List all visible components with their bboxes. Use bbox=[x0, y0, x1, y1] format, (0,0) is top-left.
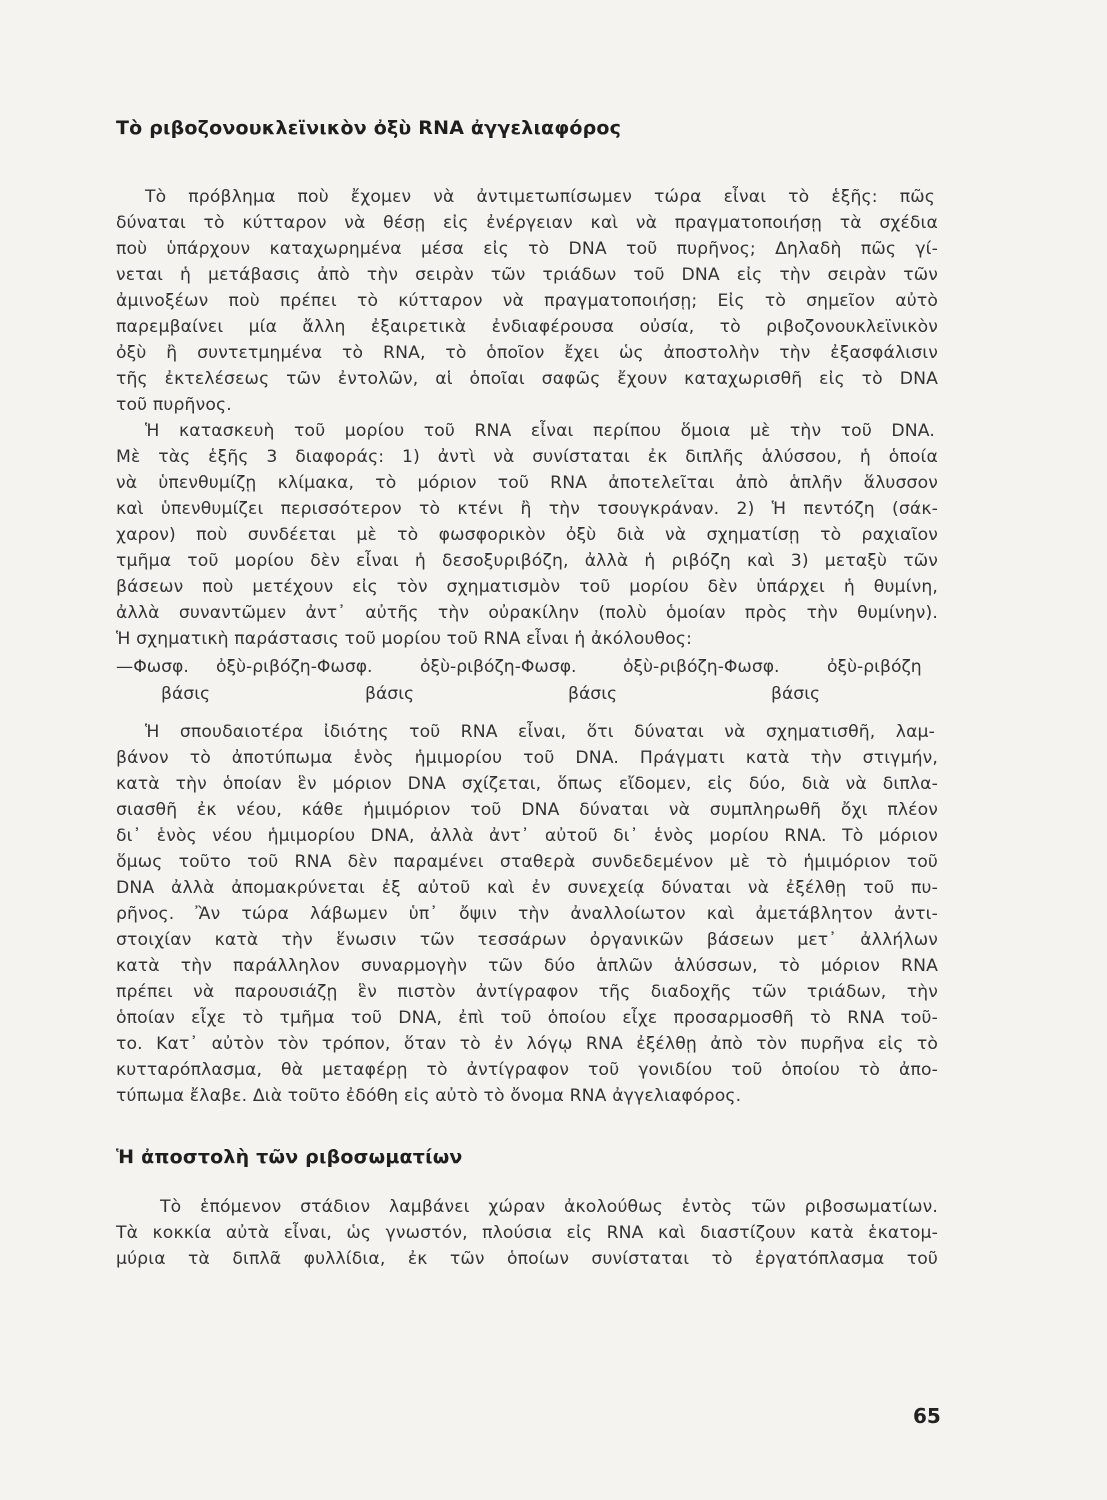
formula-base: βάσις bbox=[365, 684, 415, 704]
paragraph-line: ἀμινοξέων ποὺ πρέπει τὸ κύτταρον νὰ πραγματοποιήσῃ; Εἰς τὸ σημεῖον αὐτὸ bbox=[116, 291, 938, 311]
page-number: 65 bbox=[913, 1404, 941, 1428]
paragraph-line: Τὸ ἑπόμενον στάδιον λαμβάνει χώραν ἀκολούθως ἐντὸς τῶν ριβοσωματίων. bbox=[160, 1197, 938, 1217]
paragraph-line: χαρον) ποὺ συνδέεται μὲ τὸ φωσφορικὸν ὀξὺ διὰ νὰ σχηματίσῃ τὸ ραχιαῖον bbox=[116, 525, 938, 545]
paragraph-line: το. Κατ᾽ αὐτὸν τὸν τρόπον, ὅταν τὸ ἐν λόγῳ RNA ἐξέλθῃ ἀπὸ τὸν πυρῆνα εἰς τὸ bbox=[116, 1034, 938, 1054]
paragraph-line: νὰ ὑπενθυμίζῃ κλίμακα, τὸ μόριον τοῦ RNA ἀποτελεῖται ἀπὸ ἁπλῆν ἅλυσσον bbox=[116, 473, 938, 493]
paragraph-line: πρέπει νὰ παρουσιάζῃ ἓν πιστὸν ἀντίγραφον τῆς διαδοχῆς τῶν τριάδων, τὴν bbox=[116, 982, 938, 1002]
paragraph-line: Ἡ σπουδαιοτέρα ἰδιότης τοῦ RNA εἶναι, ὅτι δύναται νὰ σχηματισθῆ, λαμ- bbox=[145, 722, 935, 742]
paragraph-line: ρῆνος. Ἂν τώρα λάβωμεν ὑπ᾽ ὄψιν τὴν ἀναλλοίωτον καὶ ἀμετάβλητον ἀντι- bbox=[116, 904, 938, 924]
paragraph-line: τμῆμα τοῦ μορίου δὲν εἶναι ἡ δεσοξυριβόζη, ἀλλὰ ἡ ριβόζη καὶ 3) μεταξὺ τῶν bbox=[116, 551, 938, 571]
formula-term: ὀξὺ-ριβόζη-Φωσφ. bbox=[420, 657, 577, 677]
paragraph-line: δύναται τὸ κύτταρον νὰ θέσῃ εἰς ἐνέργειαν καὶ νὰ πραγματοποιήσῃ τὰ σχέδια bbox=[116, 213, 938, 233]
paragraph-line: καὶ ὑπενθυμίζει περισσότερον τὸ κτένι ἢ τὴν τσουγκράναν. 2) Ἡ πεντόζη (σάκ- bbox=[116, 499, 938, 519]
paragraph-line: παρεμβαίνει μία ἄλλη ἐξαιρετικὰ ἐνδιαφέρουσα οὐσία, τὸ ριβοζονουκλεϊνικὸν bbox=[116, 317, 938, 337]
section-heading-ribosomes: Ἡ ἀποστολὴ τῶν ριβοσωματίων bbox=[116, 1146, 463, 1168]
paragraph-line: Μὲ τὰς ἑξῆς 3 διαφοράς: 1) ἀντὶ νὰ συνίσταται ἐκ διπλῆς ἁλύσσου, ἡ ὁποία bbox=[116, 447, 938, 467]
formula-base: βάσις bbox=[771, 684, 821, 704]
paragraph-line: κατὰ τὴν ὁποίαν ἓν μόριον DNA σχίζεται, ὅπως εἴδομεν, εἰς δύο, διὰ νὰ διπλα- bbox=[116, 774, 938, 794]
formula-base: βάσις bbox=[161, 684, 211, 704]
paragraph-line: Τὸ πρόβλημα ποὺ ἔχομεν νὰ ἀντιμετωπίσωμεν τώρα εἶναι τὸ ἑξῆς: πῶς bbox=[145, 187, 935, 207]
section-heading-rna-messenger: Τὸ ριβοζονουκλεϊνικὸν ὀξὺ RNA ἀγγελιαφόρος bbox=[116, 117, 622, 139]
formula-base: βάσις bbox=[568, 684, 618, 704]
paragraph-line: Ἡ κατασκευὴ τοῦ μορίου τοῦ RNA εἶναι περίπου ὅμοια μὲ τὴν τοῦ DNA. bbox=[145, 421, 935, 441]
paragraph-line: τύπωμα ἔλαβε. Διὰ τοῦτο ἐδόθη εἰς αὐτὸ τὸ ὄνομα RNA ἀγγελιαφόρος. bbox=[116, 1086, 742, 1106]
paragraph-line: βάσεων ποὺ μετέχουν εἰς τὸν σχηματισμὸν τοῦ μορίου δὲν ὑπάρχει ἡ θυμίνη, bbox=[116, 577, 938, 597]
paragraph-line: ποὺ ὑπάρχουν καταχωρημένα μέσα εἰς τὸ DNA τοῦ πυρῆνος; Δηλαδὴ πῶς γί- bbox=[116, 239, 938, 259]
paragraph-line: ἀλλὰ συναντῶμεν ἀντ᾽ αὐτῆς τὴν οὐρακίλην (πολὺ ὁμοίαν πρὸς τὴν θυμίνην). bbox=[116, 603, 938, 623]
paragraph-line: στοιχίαν κατὰ τὴν ἕνωσιν τῶν τεσσάρων ὀργανικῶν βάσεων μετ᾽ ἀλλήλων bbox=[116, 930, 938, 950]
paragraph-line: κατὰ τὴν παράλληλον συναρμογὴν τῶν δύο ἁπλῶν ἁλύσσων, τὸ μόριον RNA bbox=[116, 956, 938, 976]
paragraph-line: Ἡ σχηματικὴ παράστασις τοῦ μορίου τοῦ RNA εἶναι ἡ ἀκόλουθος: bbox=[116, 629, 693, 649]
paragraph-line: DNA ἀλλὰ ἀπομακρύνεται ἐξ αὐτοῦ καὶ ἐν συνεχείᾳ δύναται νὰ ἐξέλθῃ τοῦ πυ- bbox=[116, 878, 938, 898]
paragraph-line: ὅμως τοῦτο τοῦ RNA δὲν παραμένει σταθερὰ συνδεδεμένον μὲ τὸ ἡμιμόριον τοῦ bbox=[116, 852, 938, 872]
formula-term: ὀξὺ-ριβόζη-Φωσφ. bbox=[216, 657, 373, 677]
paragraph-line: βάνον τὸ ἀποτύπωμα ἑνὸς ἡμιμορίου τοῦ DNA. Πράγματι κατὰ τὴν στιγμήν, bbox=[116, 748, 938, 768]
paragraph-line: Τὰ κοκκία αὐτὰ εἶναι, ὡς γνωστόν, πλούσια εἰς RNA καὶ διαστίζουν κατὰ ἑκατομ- bbox=[116, 1223, 938, 1243]
paragraph-line: ὁποίαν εἶχε τὸ τμῆμα τοῦ DNA, ἐπὶ τοῦ ὁποίου εἶχε προσαρμοσθῆ τὸ RNA τοῦ- bbox=[116, 1008, 938, 1028]
paragraph-line: τῆς ἐκτελέσεως τῶν ἐντολῶν, αἱ ὁποῖαι σαφῶς ἔχουν καταχωρισθῆ εἰς τὸ DNA bbox=[116, 369, 938, 389]
paragraph-line: ὀξὺ ἢ συντετμημένα τὸ RNA, τὸ ὁποῖον ἔχει ὡς ἀποστολὴν τὴν ἐξασφάλισιν bbox=[116, 343, 938, 363]
paragraph-line: σιασθῆ ἐκ νέου, κάθε ἡμιμόριον τοῦ DNA δύναται νὰ συμπληρωθῆ ὄχι πλέον bbox=[116, 800, 938, 820]
paragraph-line: μύρια τὰ διπλᾶ φυλλίδια, ἐκ τῶν ὁποίων συνίσταται τὸ ἐργατόπλασμα τοῦ bbox=[116, 1249, 938, 1269]
formula-term: ὀξὺ-ριβόζη-Φωσφ. bbox=[623, 657, 780, 677]
paragraph-line: κυτταρόπλασμα, θὰ μεταφέρῃ τὸ ἀντίγραφον τοῦ γονιδίου τοῦ ὁποίου τὸ ἀπο- bbox=[116, 1060, 938, 1080]
paragraph-line: δι᾽ ἑνὸς νέου ἡμιμορίου DNA, ἀλλὰ ἀντ᾽ αὐτοῦ δι᾽ ἑνὸς μορίου RNA. Τὸ μόριον bbox=[116, 826, 938, 846]
formula-term: —Φωσφ. bbox=[116, 657, 189, 677]
formula-term: ὀξὺ-ριβόζη bbox=[827, 657, 922, 677]
paragraph-line: τοῦ πυρῆνος. bbox=[116, 395, 232, 415]
paragraph-line: νεται ἡ μετάβασις ἀπὸ τὴν σειρὰν τῶν τριάδων τοῦ DNA εἰς τὴν σειρὰν τῶν bbox=[116, 265, 938, 285]
